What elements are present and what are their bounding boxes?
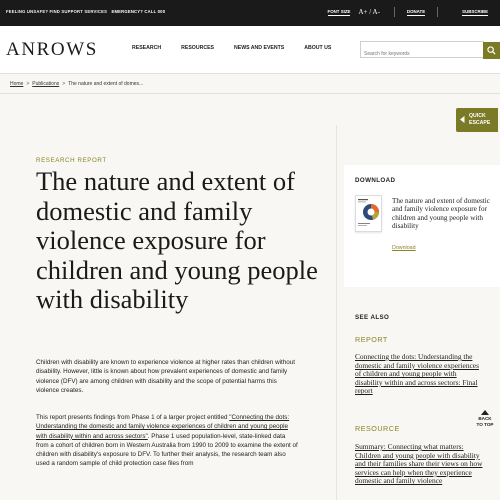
- find-support-link[interactable]: FEELING UNSAFE? FIND SUPPORT SERVICES: [6, 9, 108, 14]
- donate-link[interactable]: DONATE: [406, 8, 426, 14]
- related-link[interactable]: Connecting the dots: Understanding the domestic and family violence experiences of children and young people with disability within and across sectors: Final report: [355, 352, 479, 396]
- quick-escape-label: ESCAPE: [469, 120, 491, 126]
- breadcrumb-separator: >: [62, 81, 66, 87]
- back-to-top-button[interactable]: [472, 410, 498, 427]
- nav-resources[interactable]: RESOURCES: [181, 45, 214, 51]
- page-title: The nature and extent of domestic and family violence exposure for children and young people with disability: [36, 166, 318, 315]
- report-cover-image: [356, 196, 381, 231]
- font-size-toggle[interactable]: A+ / A-: [358, 8, 380, 16]
- report-cover-thumbnail[interactable]: [355, 195, 382, 232]
- search-icon: [487, 46, 496, 55]
- search-button[interactable]: [483, 42, 500, 59]
- download-title: The nature and extent of domestic and family violence exposure for children and young people with disability: [392, 197, 490, 231]
- related-type-label: RESOURCE: [355, 424, 400, 433]
- intro-paragraph: Children with disability are known to experience violence at higher rates than children without disability. However, little is known about how prevalent experiences of domestic and family violence (DFV) are among children with disability and the scope of potential harms this violence creates.: [36, 359, 296, 394]
- divider: [0, 93, 500, 94]
- divider: [437, 7, 438, 17]
- back-to-top-label: BACK: [478, 416, 492, 421]
- site-logo[interactable]: ANROWS: [6, 39, 98, 60]
- breadcrumb-home[interactable]: Home: [10, 81, 24, 87]
- related-type-label: REPORT: [355, 335, 388, 344]
- download-card: [344, 165, 500, 287]
- paragraph-text: . Phase 1 used population-level, state-linked data from a cohort of children born in Western Australia from 1990 to 2009 to examine the extent of children with disability's exposure to DFV. To further their analysis, the research team also used a random sample of child protection case files from: [36, 432, 298, 468]
- breadcrumb-publications[interactable]: Publications: [32, 81, 60, 87]
- search-box: [360, 41, 484, 58]
- utility-bar: [0, 0, 500, 26]
- content-type-label: RESEARCH REPORT: [36, 157, 107, 164]
- quick-escape-button[interactable]: [456, 108, 498, 132]
- breadcrumb-current: The nature and extent of domes...: [68, 81, 144, 87]
- site-header: [0, 26, 500, 74]
- download-link[interactable]: Download: [392, 245, 416, 251]
- connecting-the-dots-link[interactable]: "Connecting the dots: Understanding the domestic and family violence experiences of children and young people with disability within and across sectors": [36, 414, 290, 440]
- nav-about-us[interactable]: ABOUT US: [304, 45, 332, 51]
- search-input[interactable]: [361, 47, 483, 62]
- arrow-up-icon: [481, 410, 489, 415]
- body-paragraph: [36, 413, 298, 469]
- quick-escape-label: QUICK: [469, 113, 486, 119]
- breadcrumb: [10, 81, 143, 87]
- subscribe-link[interactable]: SUBSCRIBE: [462, 8, 488, 14]
- see-also-heading: SEE ALSO: [355, 314, 390, 321]
- column-divider: [336, 125, 337, 500]
- main-nav: [132, 45, 351, 51]
- divider: [394, 7, 395, 17]
- back-to-top-label: TO TOP: [476, 421, 494, 427]
- related-link[interactable]: Summary: Connecting what matters: Children and young people with disability and their families share their views on how services can help when they experience domestic and family violence: [355, 442, 483, 486]
- emergency-notice: EMERGENCY? CALL 000: [111, 9, 166, 14]
- font-size-label: FONT SIZE: [327, 8, 351, 14]
- chevron-left-icon: [460, 116, 465, 123]
- support-links: [6, 9, 165, 14]
- nav-news-and-events[interactable]: NEWS AND EVENTS: [234, 45, 285, 51]
- breadcrumb-separator: >: [26, 81, 30, 87]
- paragraph-text: This report presents findings from Phase 1 of a larger project entitled: [36, 414, 230, 421]
- download-heading: DOWNLOAD: [355, 177, 396, 184]
- utility-controls: [328, 7, 488, 17]
- nav-research[interactable]: RESEARCH: [132, 45, 162, 51]
